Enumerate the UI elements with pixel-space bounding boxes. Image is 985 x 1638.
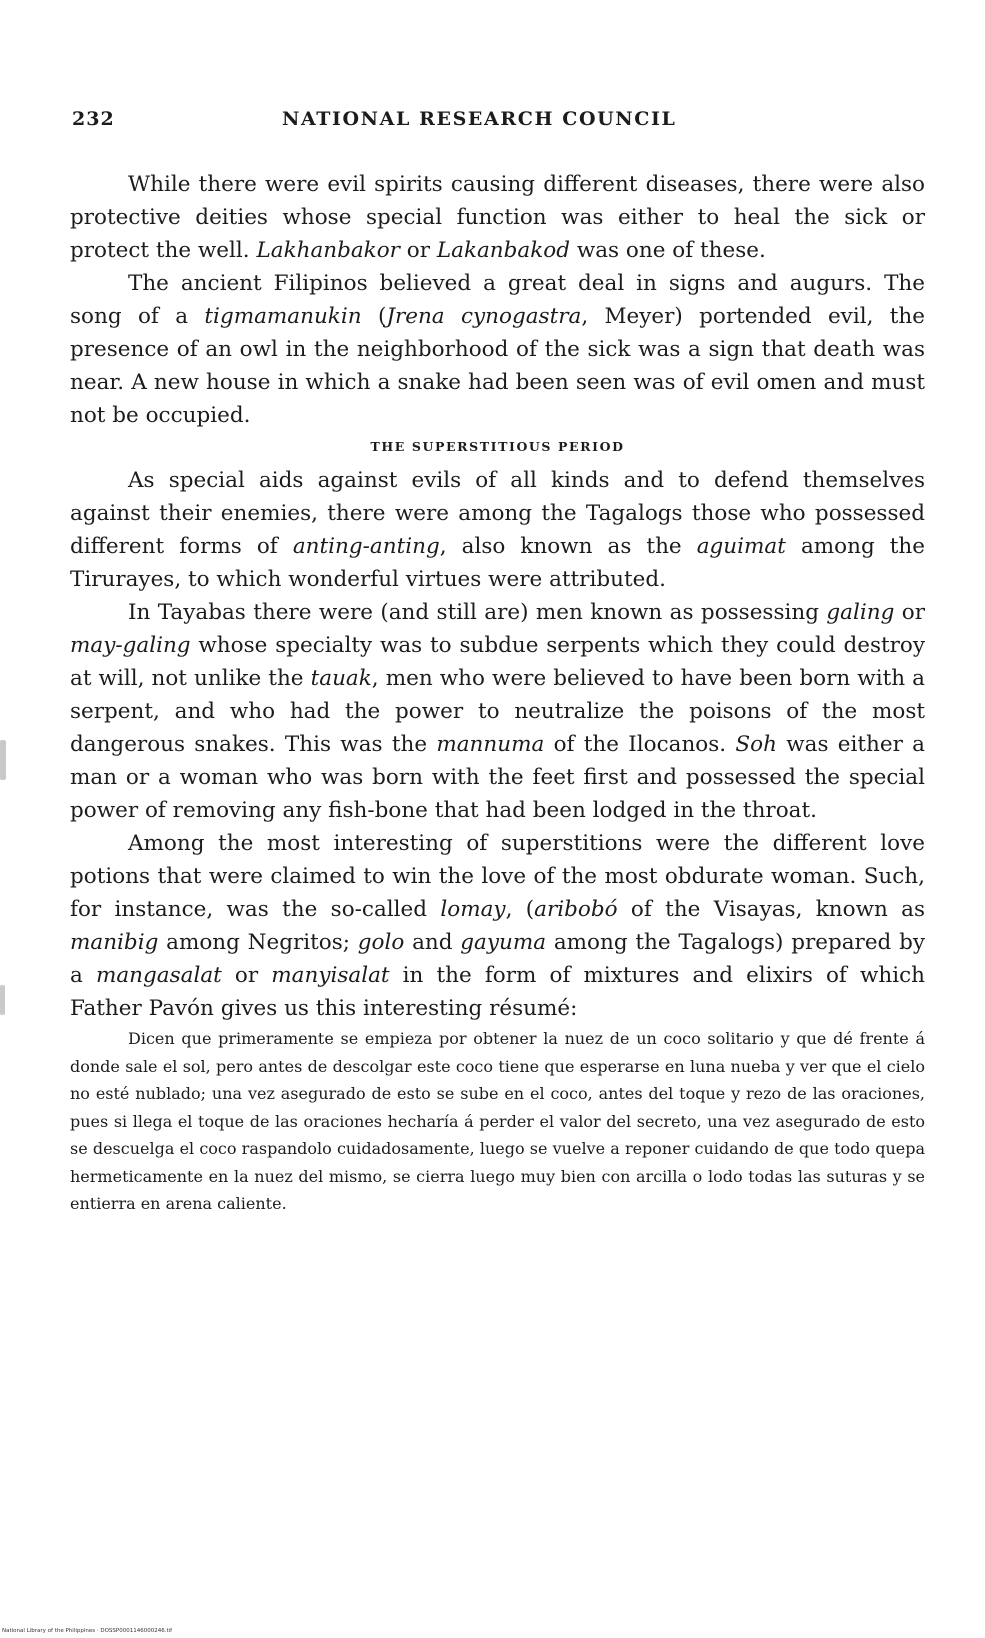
paragraph-love-potions: Among the most interesting of superstitions were the different love potions that were claimed to win the love of the most obdurate woman. Such, for instance, was the so-called lomay, (aribobó of the Visayas, known as manibig among Negritos; golo and gayuma among the Tagalogs) prepared by a mangasalat or manyisalat in the form of mixtures and elixirs of which Father Pavón gives us this interesting résumé: — [70, 831, 926, 1021]
paragraph-signs-and-augurs: The ancient Filipinos believed a great deal in signs and augurs. The song of a tigmamanukin (Jrena cynogastra, Meyer) portended evil, the presence of an owl in the neighborhood of the sick was a sign that death was near. A new house in which a snake had been seen was of evil omen and must not be occupied. — [70, 271, 925, 428]
margin-blemish — [0, 985, 5, 1015]
body-text — [70, 168, 925, 1218]
running-head: NATIONAL RESEARCH COUNCIL — [282, 108, 677, 130]
margin-blemish — [0, 740, 6, 780]
page-header — [72, 108, 902, 140]
block-quote-pavon: Dicen que primeramente se empieza por obtener la nuez de un coco solitario y que dé frente á donde sale el sol, pero antes de descolgar este coco tiene que esperarse en luna nueba y ver que el cielo no esté nublado; una vez asegurado de esto se sube en el coco, antes del toque y rezo de las oraciones, pues si llega el toque de las oraciones hecharía á perder el valor del secreto, una vez asegurado de esto se descuelga el coco raspandolo cuidadosamente, luego se vuelve a reponer cuidando de que todo quepa hermeticamente en la nuez del mismo, se cierra luego muy bien con arcilla o lodo todas las suturas y se entierra en arena caliente. — [70, 1029, 925, 1213]
section-heading: THE SUPERSTITIOUS PERIOD — [370, 439, 625, 454]
page-number: 232 — [72, 108, 115, 130]
scan-footer-stamp: National Library of the Philippines · DOSSP0001146000246.tif — [2, 1628, 173, 1634]
paragraph-tayabas: In Tayabas there were (and still are) men known as possessing galing or may-galing whose specialty was to subdue serpents which they could destroy at will, not unlike the tauak, men who were believed to have been born with a serpent, and who had the power to neutralize the poisons of the most dangerous snakes. This was the mannuma of the Ilocanos. Soh was either a man or a woman who was born with the feet first and possessed the special power of removing any fish-bone that had been lodged in the throat. — [70, 600, 925, 823]
paragraph-anting-anting: As special aids against evils of all kinds and to defend themselves against their enemies, there were among the Tagalogs those who possessed different forms of anting-anting, also known as the aguimat among the Tirurayes, to which wonderful virtues were attributed. — [70, 468, 925, 592]
paragraph-protective-deities: While there were evil spirits causing different diseases, there were also protective deities whose special function was either to heal the sick or protect the well. Lakhanbakor or Lakanbakod was one of these. — [70, 172, 925, 263]
